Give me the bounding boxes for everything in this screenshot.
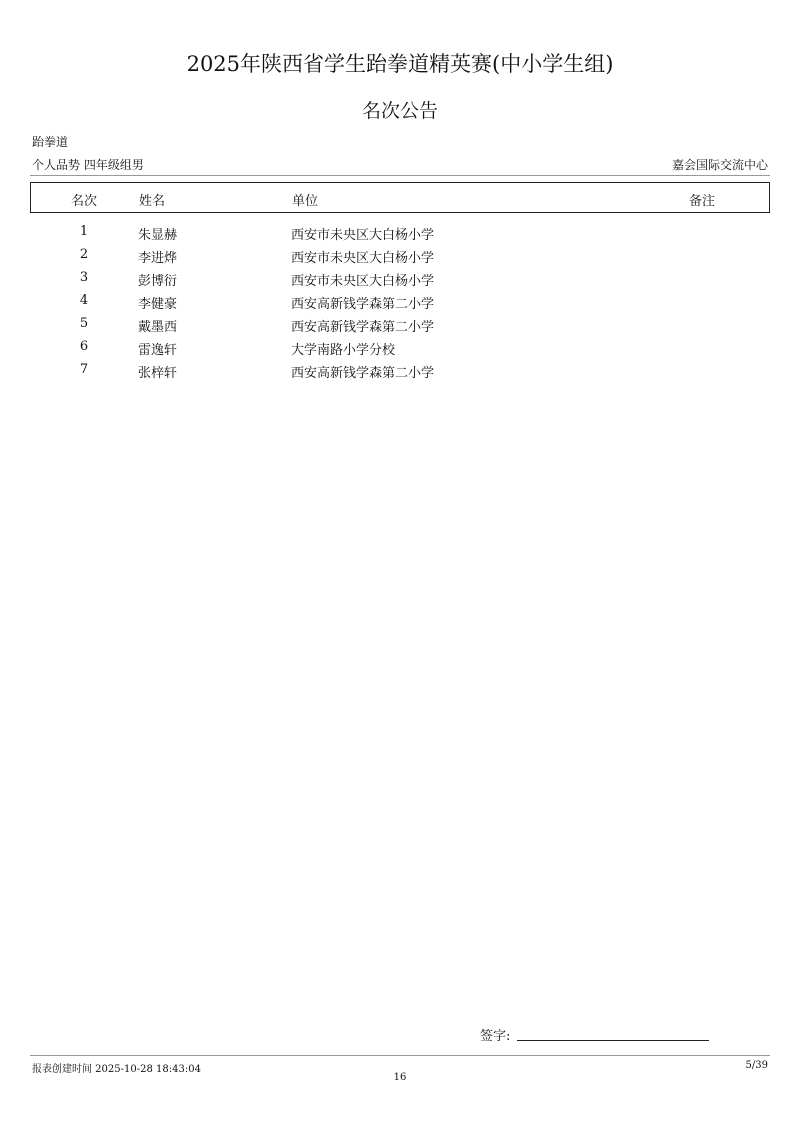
page-number: 16: [393, 1072, 407, 1083]
name-cell: 李进烨: [138, 251, 178, 266]
name-cell: 张梓轩: [138, 366, 178, 381]
unit-cell: 西安高新钱学森第二小学: [291, 366, 435, 381]
table-row: [30, 360, 770, 383]
table-row: [30, 291, 770, 314]
table-row: [30, 222, 770, 245]
document-title: 2025年陕西省学生跆拳道精英赛(中小学生组): [186, 52, 614, 76]
table-row: [30, 314, 770, 337]
table-row: [30, 268, 770, 291]
unit-cell: 西安市未央区大白杨小学: [291, 274, 435, 289]
footer-divider: [30, 1055, 770, 1056]
rank-cell: 7: [79, 362, 89, 377]
column-header-unit: 单位: [292, 194, 319, 209]
signature-label: 签字:: [480, 1029, 511, 1044]
category-label: 个人品势 四年级组男: [32, 158, 144, 172]
page-info: 5/39: [745, 1060, 768, 1071]
header-divider: [30, 175, 770, 176]
unit-cell: 西安高新钱学森第二小学: [291, 297, 435, 312]
table-row: [30, 337, 770, 360]
document-subtitle: 名次公告: [361, 100, 438, 122]
name-cell: 雷逸轩: [138, 343, 178, 358]
unit-cell: 西安高新钱学森第二小学: [291, 320, 435, 335]
unit-cell: 大学南路小学分校: [291, 343, 396, 358]
column-header-rank: 名次: [71, 194, 98, 209]
results-table-body: [30, 222, 770, 383]
rank-cell: 4: [79, 293, 89, 308]
rank-cell: 5: [79, 316, 89, 331]
rank-cell: 2: [79, 247, 89, 262]
rank-cell: 1: [79, 224, 89, 239]
rank-cell: 3: [79, 270, 89, 285]
name-cell: 戴墨西: [138, 320, 178, 335]
column-header-note: 备注: [689, 194, 716, 209]
sport-label: 跆拳道: [32, 135, 69, 149]
name-cell: 李健豪: [138, 297, 178, 312]
unit-cell: 西安市未央区大白杨小学: [291, 228, 435, 243]
signature-line: [517, 1040, 709, 1041]
table-row: [30, 245, 770, 268]
venue-label: 嘉会国际交流中心: [671, 158, 768, 172]
name-cell: 彭博衍: [138, 274, 178, 289]
column-header-name: 姓名: [139, 194, 166, 209]
unit-cell: 西安市未央区大白杨小学: [291, 251, 435, 266]
report-created-time: 报表创建时间 2025-10-28 18:43:04: [32, 1064, 201, 1075]
rank-cell: 6: [79, 339, 89, 354]
table-header: [30, 182, 770, 213]
name-cell: 朱显赫: [138, 228, 178, 243]
